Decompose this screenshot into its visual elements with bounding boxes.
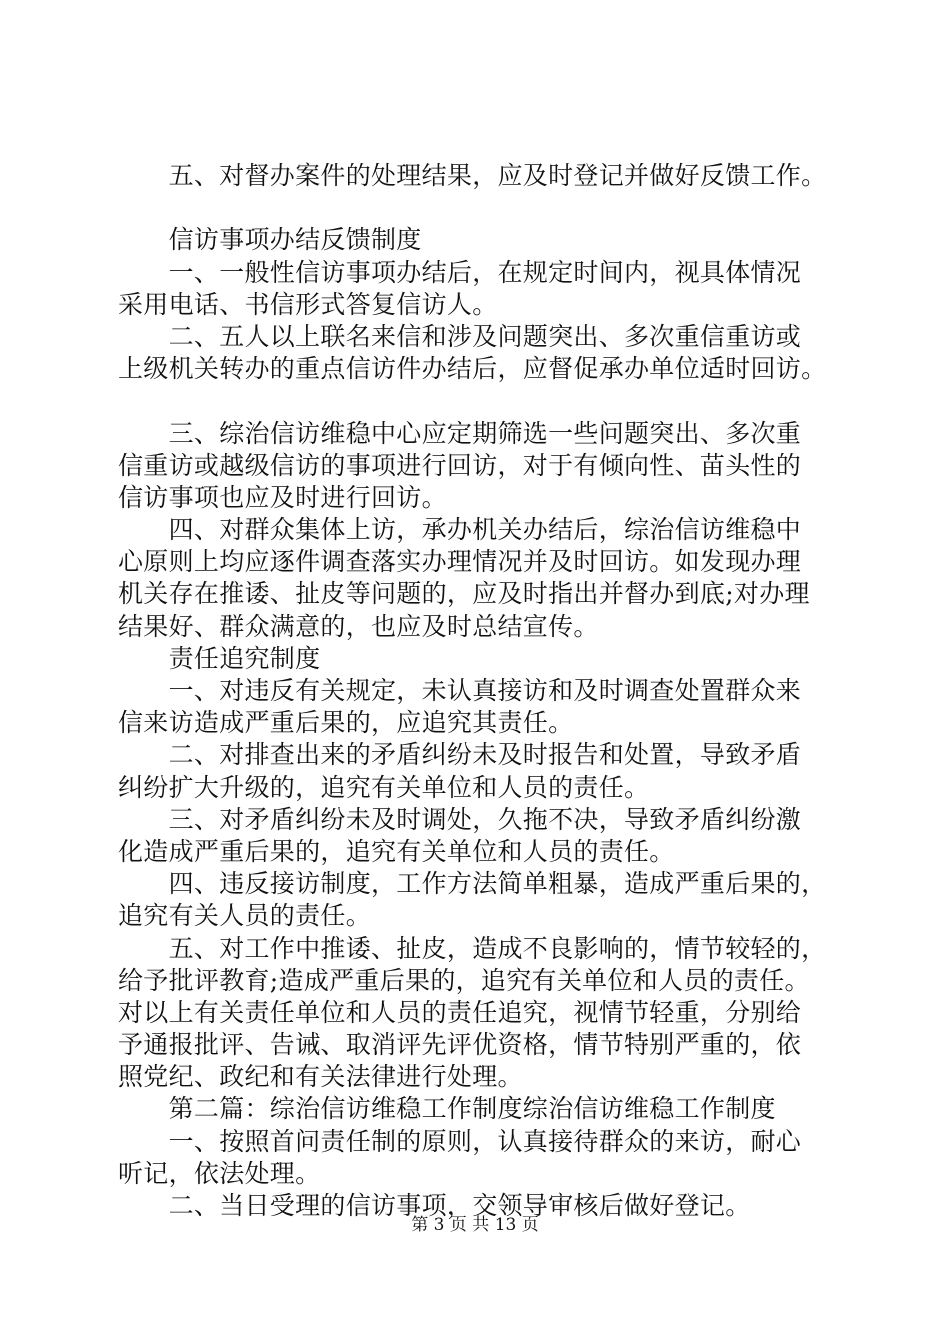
section-heading: 信访事项办结反馈制度 <box>118 225 422 255</box>
text-line: 对以上有关责任单位和人员的责任追究，视情节轻重，分别给 <box>118 997 802 1027</box>
text-line: 追究有关人员的责任。 <box>118 901 372 931</box>
text-line: 四、对群众集体上访，承办机关办结后，综治信访维稳中 <box>118 515 802 545</box>
text-line: 照党纪、政纪和有关法律进行处理。 <box>118 1062 523 1092</box>
text-line: 予通报批评、告诫、取消评先评优资格，情节特别严重的，依 <box>118 1030 802 1060</box>
text-line: 听记，依法处理。 <box>118 1158 321 1188</box>
text-line: 二、当日受理的信访事项，交领导审核后做好登记。 <box>118 1191 751 1220</box>
text-line: 一、对违反有关规定，未认真接访和及时调查处置群众来 <box>118 676 802 705</box>
text-line: 信重访或越级信访的事项进行回访，对于有倾向性、苗头性的 <box>118 450 802 480</box>
text-line: 四、违反接访制度，工作方法简单粗暴，造成严重后果的， <box>118 869 827 899</box>
text-line: 信来访造成严重后果的，应追究其责任。 <box>118 708 574 738</box>
chapter-heading: 第二篇：综治信访维稳工作制度综治信访维稳工作制度 <box>118 1094 776 1124</box>
text-line: 采用电话、书信形式答复信访人。 <box>118 289 498 319</box>
page-footer <box>0 1214 950 1236</box>
text-line: 化造成严重后果的，追究有关单位和人员的责任。 <box>118 836 675 866</box>
text-line: 一、一般性信访事项办结后，在规定时间内，视具体情况 <box>118 257 802 287</box>
text-line: 二、五人以上联名来信和涉及问题突出、多次重信重访或 <box>118 321 802 351</box>
blank-line <box>118 192 838 224</box>
text-line: 上级机关转办的重点信访件办结后，应督促承办单位适时回访。 <box>118 354 827 384</box>
text-line: 机关存在推诿、扯皮等问题的，应及时指出并督办到底;对办理 <box>118 579 810 609</box>
page-number: 第 3 页 共 13 页 <box>411 1215 539 1235</box>
text-line: 三、综治信访维稳中心应定期筛选一些问题突出、多次重 <box>118 418 802 448</box>
text-line: 给予批评教育;造成严重后果的，追究有关单位和人员的责任。 <box>118 965 810 995</box>
text-line: 一、按照首问责任制的原则，认真接待群众的来访，耐心 <box>118 1126 802 1156</box>
document-body <box>118 160 838 1222</box>
text-line: 五、对督办案件的处理结果，应及时登记并做好反馈工作。 <box>118 161 827 190</box>
text-line: 信访事项也应及时进行回访。 <box>118 482 447 512</box>
blank-line <box>118 385 838 417</box>
text-line: 二、对排查出来的矛盾纠纷未及时报告和处置，导致矛盾 <box>118 740 802 770</box>
text-line: 五、对工作中推诿、扯皮，造成不良影响的，情节较轻的， <box>118 933 827 963</box>
text-line: 三、对矛盾纠纷未及时调处，久拖不决，导致矛盾纠纷激 <box>118 804 802 834</box>
text-line: 心原则上均应逐件调查落实办理情况并及时回访。如发现办理 <box>118 547 802 577</box>
text-line: 纠纷扩大升级的，追究有关单位和人员的责任。 <box>118 772 650 802</box>
text-line: 结果好、群众满意的，也应及时总结宣传。 <box>118 611 599 641</box>
section-heading: 责任追究制度 <box>118 643 321 673</box>
